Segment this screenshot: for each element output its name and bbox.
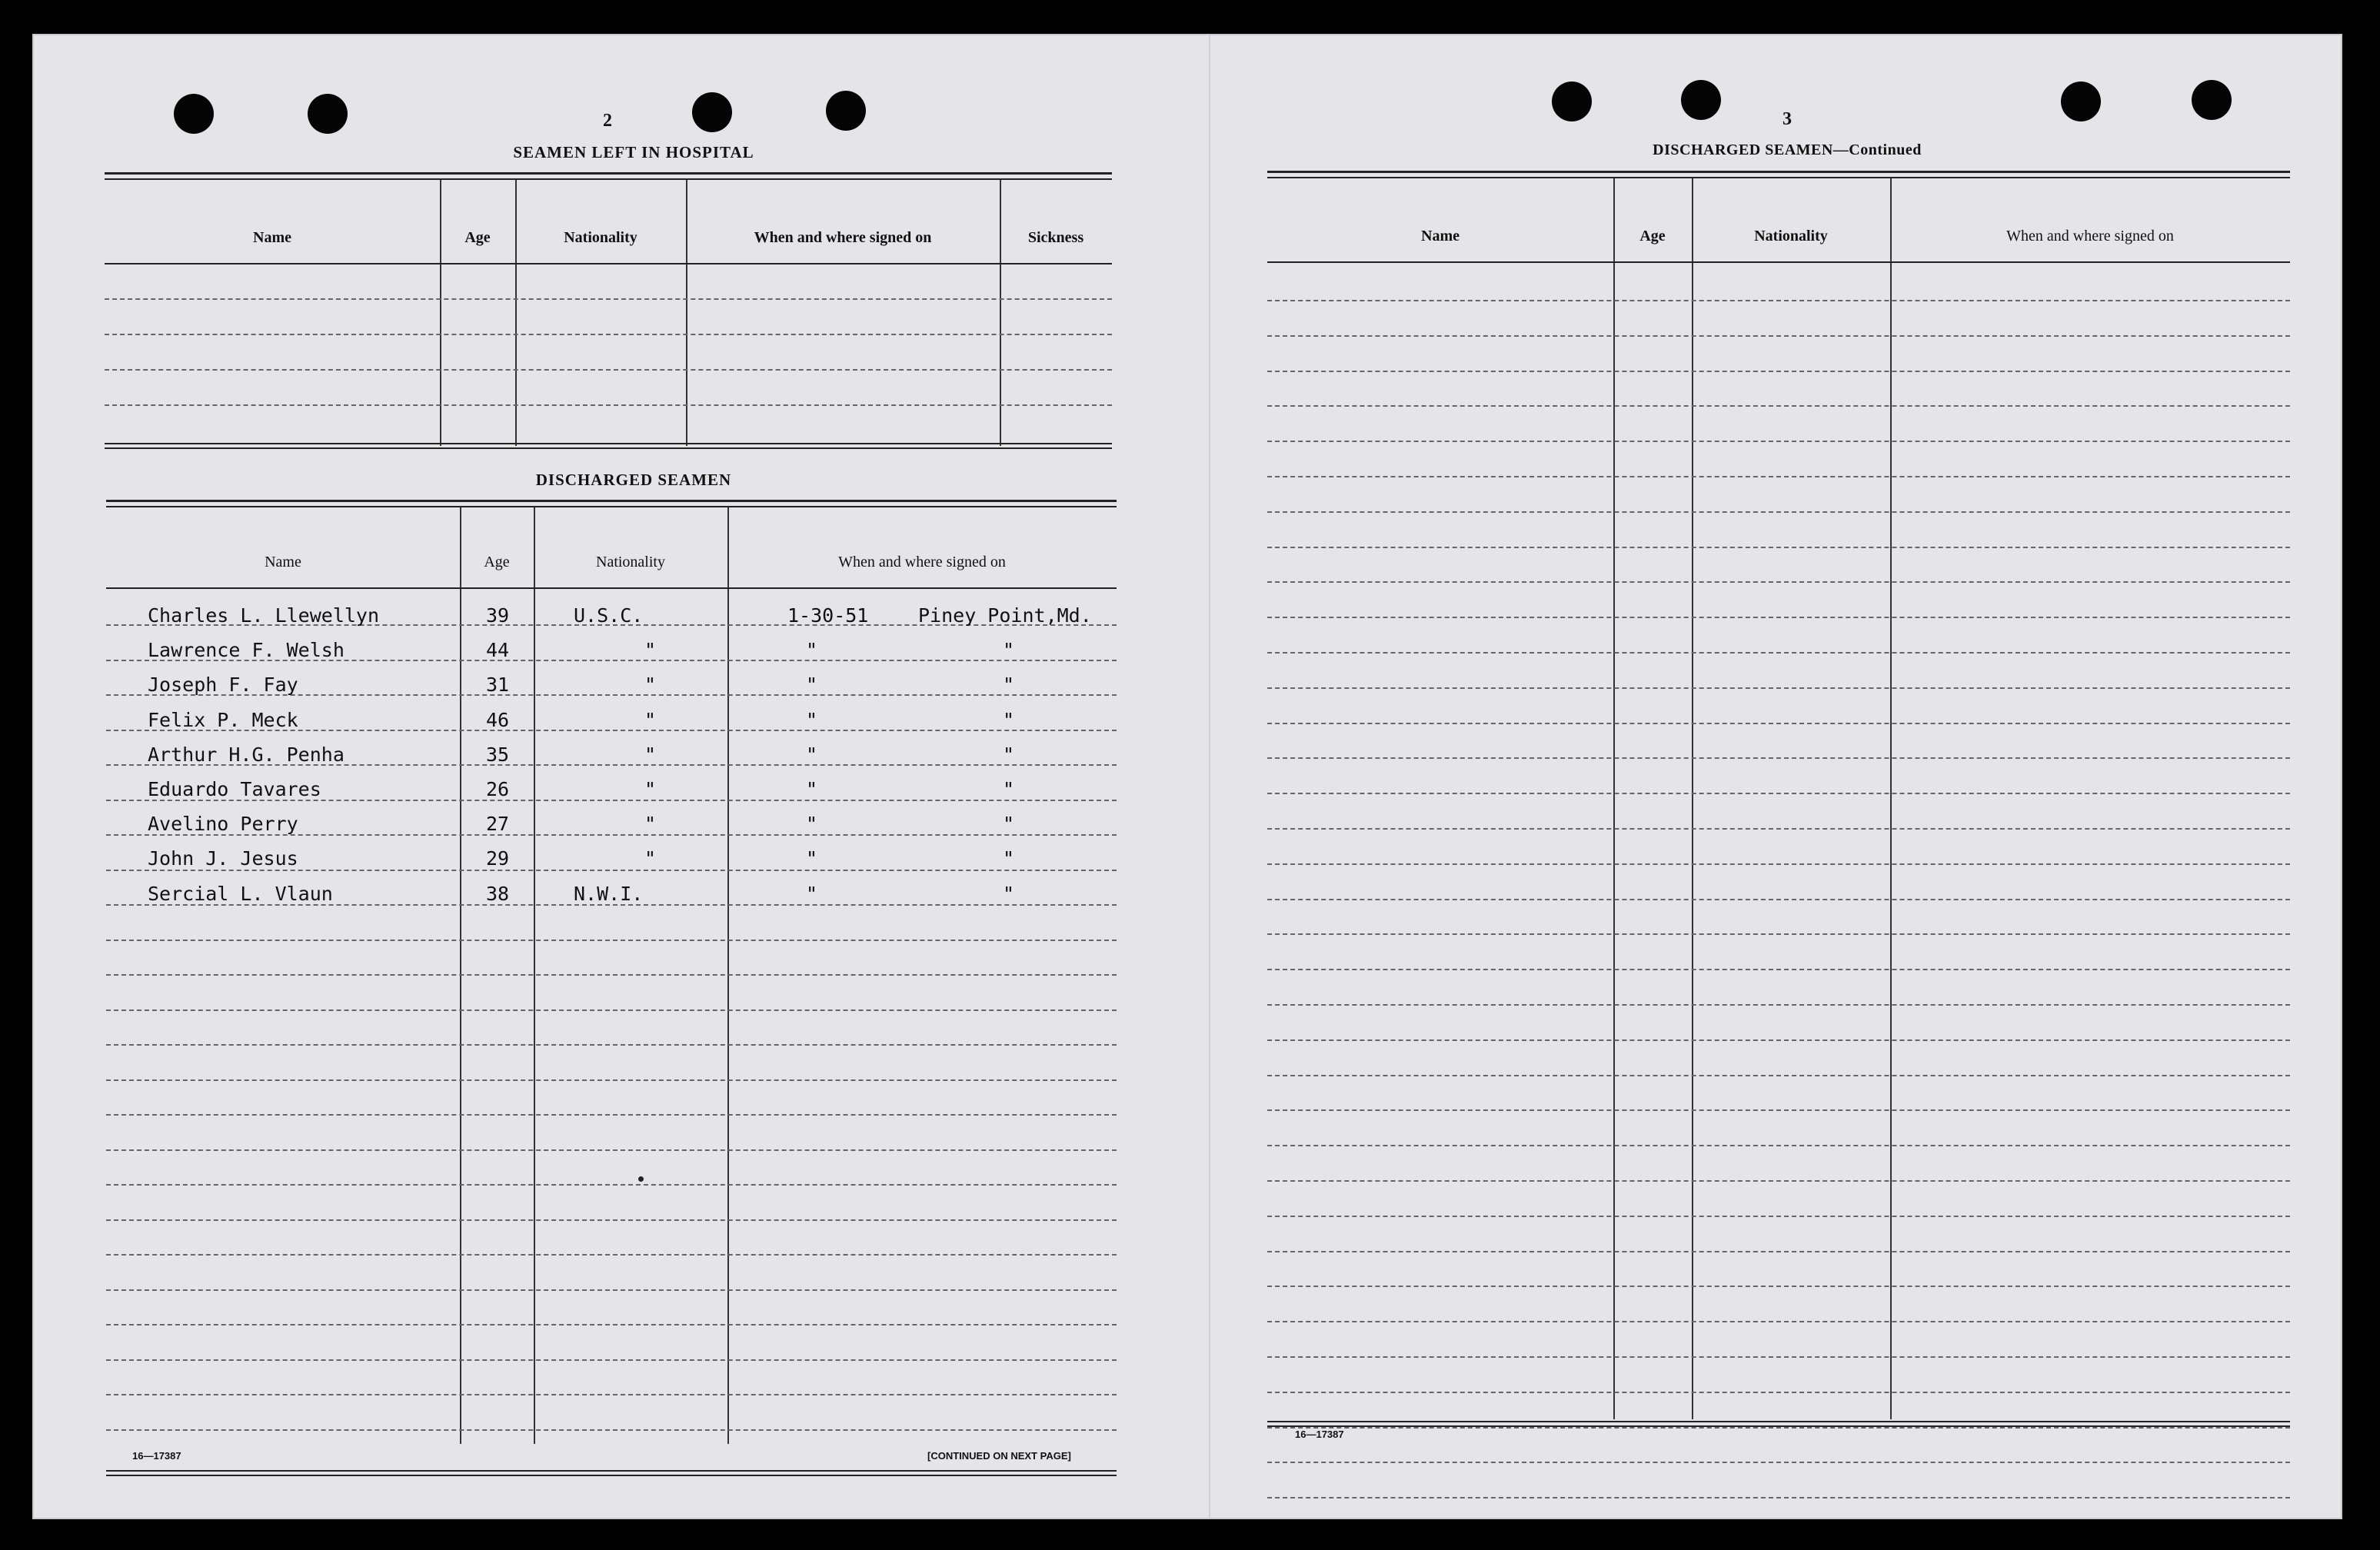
row-rule [1267,1109,2290,1111]
signed-on-date: " [806,813,818,836]
seaman-nationality: " [644,743,657,766]
row-rule [106,1149,1117,1151]
seaman-nationality: " [644,639,657,662]
row-rule [1267,933,2290,935]
discharged-section-title: DISCHARGED SEAMEN [535,471,732,489]
row-rule [1267,1356,2290,1358]
row-rule [1267,1039,2290,1041]
row-rule [1267,1392,2290,1393]
signed-on-place: " [1003,778,1015,800]
row-rule [106,1289,1117,1291]
row-rule [106,974,1117,976]
seaman-age: 38 [486,882,510,905]
row-rule [106,1219,1117,1221]
column-divider [534,507,535,1444]
seaman-age: 44 [486,639,510,662]
seaman-name: Sercial L. Vlaun [148,882,333,905]
seaman-name: Eduardo Tavares [148,778,321,800]
col-header-sickness: Sickness [1027,229,1084,246]
column-divider [1692,178,1693,1419]
discharged-table [106,500,1117,1482]
row-rule [1267,652,2290,654]
row-rule [1267,371,2290,372]
seaman-nationality: " [644,847,657,870]
punch-hole [1681,80,1721,120]
row-rule [106,1009,1117,1011]
row-rule [1267,511,2290,513]
hospital-section-title: SEAMEN LEFT IN HOSPITAL [513,143,754,161]
row-rule [1267,1180,2290,1182]
seaman-nationality: " [644,674,657,697]
row-rule [1267,300,2290,301]
row-rule [1267,1497,2290,1498]
row-rule [106,1394,1117,1395]
row-rule [1267,1145,2290,1146]
col-header-age: Age [484,554,510,570]
signed-on-place: Piney Point,Md. [918,604,1092,627]
table-bottom-rule [1267,1425,2290,1427]
table-bottom-rule [1267,1421,2290,1422]
right-section-title: DISCHARGED SEAMEN—Continued [1653,141,1922,158]
seaman-age: 39 [486,604,510,627]
table-top-rule [106,500,1117,502]
row-rule [1267,547,2290,548]
punch-hole [2061,81,2101,121]
signed-on-date: 1-30-51 [787,604,869,627]
seaman-name: Joseph F. Fay [148,674,298,697]
seaman-age: 29 [486,847,510,870]
page-fold [1209,35,1210,1518]
row-rule [106,1254,1117,1256]
row-rule [106,1359,1117,1361]
seaman-age: 31 [486,674,510,697]
col-header-age: Age [464,229,491,246]
row-rule [1267,757,2290,759]
seaman-name: Arthur H.G. Penha [148,743,345,766]
signed-on-date: " [806,674,818,697]
row-rule [106,1114,1117,1116]
row-rule [1267,1321,2290,1322]
row-rule [1267,405,2290,407]
col-header-name: Name [1421,228,1460,244]
punch-hole [174,94,214,134]
column-divider [515,180,517,446]
signed-on-place: " [1003,813,1015,836]
document-page [32,34,2342,1519]
row-rule [1267,1075,2290,1076]
row-rule [1267,335,2290,337]
seaman-name: Avelino Perry [148,813,298,836]
table-top-rule [106,506,1117,507]
seaman-nationality: " [644,813,657,836]
seaman-name: Lawrence F. Welsh [148,639,345,662]
discharged-table-continued [1267,171,2290,1441]
column-divider [1613,178,1615,1419]
header-rule [106,587,1117,589]
col-header-nationality: Nationality [596,554,665,570]
signed-on-place: " [1003,743,1015,766]
header-rule [105,263,1112,264]
punch-hole [692,92,732,132]
row-rule [106,940,1117,941]
punch-hole [2192,80,2232,120]
row-rule [105,298,1112,300]
row-rule [1267,617,2290,618]
punch-hole [1552,81,1592,121]
row-rule [1267,1216,2290,1217]
table-top-rule [1267,171,2290,173]
seaman-age: 27 [486,813,510,836]
header-rule [1267,261,2290,263]
row-rule [1267,581,2290,583]
row-rule [1267,687,2290,689]
signed-on-date: " [806,708,818,731]
signed-on-place: " [1003,882,1015,905]
seaman-nationality: " [644,708,657,731]
punch-hole [826,91,866,131]
row-rule [105,404,1112,406]
seaman-name: Felix P. Meck [148,708,298,731]
row-rule [106,1184,1117,1186]
signed-on-date: " [806,847,818,870]
row-rule [1267,723,2290,724]
seaman-nationality: N.W.I. [574,882,644,905]
seaman-age: 35 [486,743,510,766]
signed-on-date: " [806,639,818,662]
row-rule [1267,441,2290,442]
signed-on-date: " [806,743,818,766]
row-rule [106,1324,1117,1325]
table-bottom-rule [105,443,1112,444]
col-header-name: Name [265,554,301,570]
row-rule [1267,1462,2290,1463]
table-bottom-rule [106,1475,1117,1476]
table-top-rule [105,172,1112,175]
column-divider [686,180,687,446]
row-rule [106,1079,1117,1081]
seaman-name: Charles L. Llewellyn [148,604,380,627]
signed-on-place: " [1003,847,1015,870]
row-rule [106,1429,1117,1431]
col-header-name: Name [253,229,291,246]
seaman-nationality: " [644,778,657,800]
form-number-right: 16—17387 [1295,1429,1344,1440]
col-header-signed-on: When and where signed on [2006,228,2174,244]
col-header-nationality: Nationality [1754,228,1828,244]
signed-on-date: " [806,778,818,800]
row-rule [1267,1251,2290,1252]
table-top-rule [105,178,1112,180]
table-top-rule [1267,177,2290,178]
punch-hole [308,94,348,134]
col-header-signed-on: When and where signed on [754,229,932,246]
col-header-age: Age [1639,228,1666,244]
column-divider [1890,178,1892,1419]
row-rule [105,334,1112,335]
continued-note: [CONTINUED ON NEXT PAGE] [927,1450,1071,1462]
row-rule [1267,969,2290,970]
table-bottom-rule [106,1470,1117,1472]
row-rule [1267,828,2290,830]
seaman-name: John J. Jesus [148,847,298,870]
signed-on-place: " [1003,674,1015,697]
form-number-left: 16—17387 [132,1450,181,1462]
row-rule [105,369,1112,371]
signed-on-place: " [1003,639,1015,662]
row-rule [1267,793,2290,794]
row-rule [1267,899,2290,900]
stray-mark [638,1176,644,1182]
col-header-nationality: Nationality [564,229,637,246]
column-divider [727,507,729,1444]
right-page-number: 3 [1783,109,1792,129]
row-rule [106,1044,1117,1046]
seaman-age: 46 [486,708,510,731]
column-divider [460,507,461,1444]
signed-on-date: " [806,882,818,905]
left-page-number: 2 [603,111,612,131]
row-rule [1267,476,2290,477]
hospital-table [105,172,1112,489]
signed-on-place: " [1003,708,1015,731]
col-header-signed-on: When and where signed on [838,554,1006,570]
seaman-nationality: U.S.C. [574,604,644,627]
seaman-age: 26 [486,778,510,800]
row-rule [1267,1286,2290,1287]
row-rule [1267,1004,2290,1006]
column-divider [440,180,441,446]
table-bottom-rule [105,447,1112,449]
column-divider [1000,180,1001,446]
row-rule [1267,863,2290,865]
